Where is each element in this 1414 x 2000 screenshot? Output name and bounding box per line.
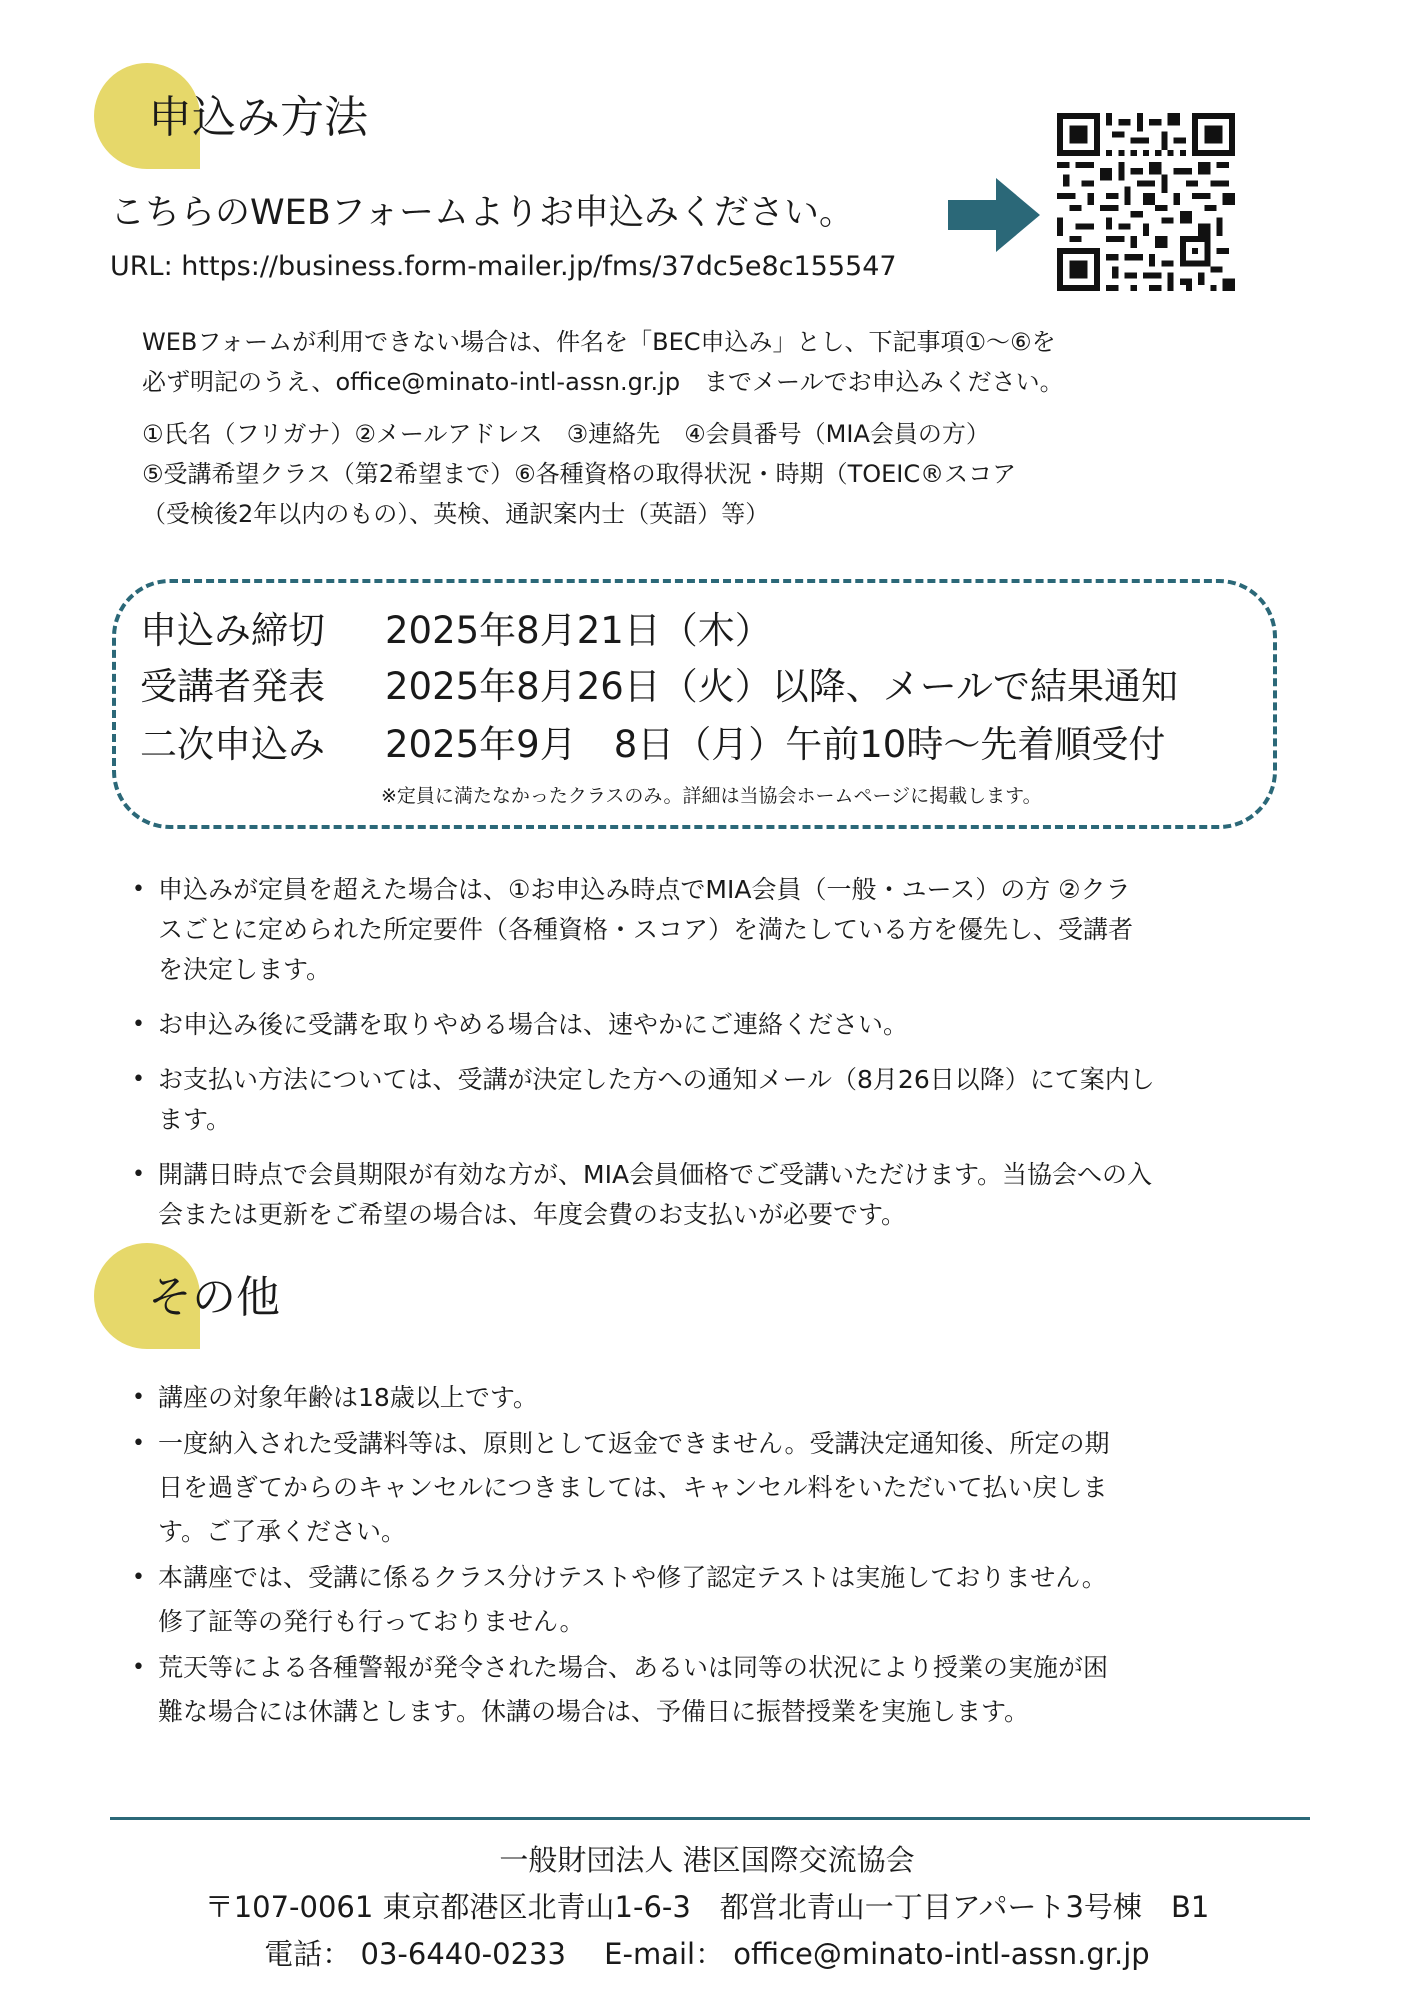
schedule-row: [140, 609, 772, 652]
schedule-label: 二次申込み: [140, 723, 325, 766]
section-title-apply: 申込み方法: [148, 92, 368, 143]
footer-address: 〒107-0061 東京都港区北青山1-6-3 都営北青山一丁目アパート3号棟 B1: [204, 1890, 1210, 1924]
list-line: ます。: [158, 1105, 232, 1134]
footer-contact: 電話： 03-6440-0233 E-mail： office@minato-intl-assn.gr.jp: [264, 1937, 1150, 1971]
list-line: • 一度納入された受講料等は、原則として返金できません。受講決定通知後、所定の期: [158, 1429, 1110, 1458]
alt-line: WEBフォームが利用できない場合は、件名を「BEC申込み」とし、下記事項①～⑥を: [142, 328, 1056, 356]
list-line: を決定します。: [158, 955, 332, 984]
list-line: • 荒天等による各種警報が発令された場合、あるいは同等の状況により授業の実施が困: [158, 1653, 1109, 1682]
item-line: （受検後2年以内のもの）、英検、通訳案内士（英語）等）: [142, 500, 770, 528]
schedule-value: 2025年8月21日（木）: [385, 609, 772, 652]
schedule-label: 申込み締切: [140, 609, 325, 652]
list-line: • 本講座では、受講に係るクラス分けテストや修了認定テストは実施しておりません。: [158, 1563, 1107, 1592]
list-item: [130, 1646, 1330, 1734]
list-item: [130, 1422, 1330, 1554]
list-line: す。ご了承ください。: [158, 1517, 407, 1546]
item-line: ⑤受講希望クラス（第2希望まで）⑥各種資格の取得状況・時期（TOEIC®スコア: [142, 460, 1017, 488]
list-line: スごとに定められた所定要件（各種資格・スコア）を満たしている方を優先し、受講者: [158, 915, 1134, 944]
list-item: [130, 1376, 1330, 1420]
list-item: [130, 1155, 1330, 1235]
section-title-other: その他: [148, 1272, 280, 1323]
other-list: [130, 1376, 1330, 1736]
list-line: • 講座の対象年齢は18歳以上です。: [158, 1383, 538, 1412]
list-line: • お申込み後に受講を取りやめる場合は、速やかにご連絡ください。: [158, 1010, 909, 1039]
apply-lead: こちらのWEBフォームよりお申込みください。: [110, 193, 854, 233]
list-line: • お支払い方法については、受講が決定した方への通知メール（8月26日以降）にて案内し: [158, 1065, 1155, 1094]
schedule-label: 受講者発表: [140, 665, 325, 708]
list-line: • 申込みが定員を超えた場合は、①お申込み時点でMIA会員（一般・ユース）の方 ②クラ: [158, 875, 1131, 904]
required-items: [142, 414, 1016, 534]
list-item: [130, 1060, 1330, 1140]
list-item: [130, 870, 1330, 990]
list-line: • 開講日時点で会員期限が有効な方が、MIA会員価格でご受講いただけます。当協会への入: [158, 1160, 1153, 1189]
list-line: 難な場合には休講とします。休講の場合は、予備日に振替授業を実施します。: [158, 1697, 1030, 1726]
schedule-note: ※定員に満たなかったクラスのみ。詳細は当協会ホームページに掲載します。: [381, 785, 1042, 807]
item-line: ①氏名（フリガナ）②メールアドレス ③連絡先 ④会員番号（MIA会員の方）: [142, 420, 990, 448]
list-line: 修了証等の発行も行っておりません。: [158, 1607, 585, 1636]
schedule-row: [140, 723, 1166, 766]
schedule-value: 2025年8月26日（火）以降、メールで結果通知: [385, 665, 1179, 708]
qr-code: [1057, 113, 1235, 291]
alt-instructions: [142, 322, 1064, 402]
schedule-value: 2025年9月 8日（月）午前10時～先着順受付: [385, 723, 1166, 766]
notes-list: [130, 870, 1330, 1250]
schedule-row: [140, 665, 1179, 708]
arrow-right-icon: [948, 176, 1040, 254]
list-line: 日を過ぎてからのキャンセルにつきましては、キャンセル料をいただいて払い戻しま: [158, 1473, 1108, 1502]
apply-url[interactable]: URL: https://business.form-mailer.jp/fms/37dc5e8c155547: [110, 251, 897, 282]
footer-org: 一般財団法人 港区国際交流協会: [499, 1843, 915, 1877]
list-line: 会または更新をご希望の場合は、年度会費のお支払いが必要です。: [158, 1200, 907, 1229]
list-item: [130, 1556, 1330, 1644]
alt-line: 必ず明記のうえ、office@minato-intl-assn.gr.jp までメールでお申込みください。: [142, 368, 1064, 396]
list-item: [130, 1005, 1330, 1045]
footer-divider: [110, 1817, 1310, 1820]
